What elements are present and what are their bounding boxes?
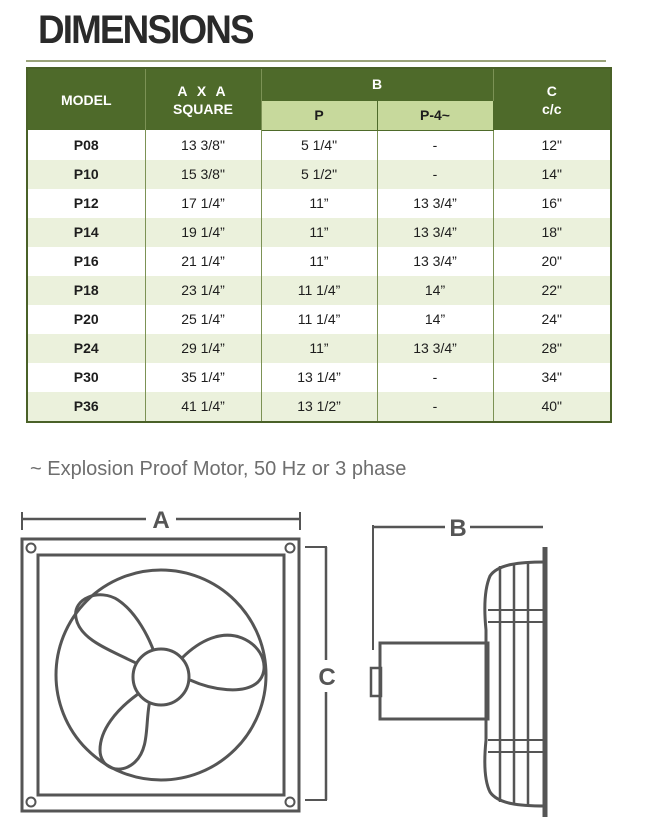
cell-c: 34" — [493, 363, 611, 392]
cell-axa: 19 1/4” — [145, 218, 261, 247]
table-row — [27, 218, 611, 247]
cell-b-p4: - — [377, 392, 493, 422]
cell-model: P24 — [27, 334, 145, 363]
header-c-line2: c/c — [542, 100, 562, 117]
table-row — [27, 130, 611, 160]
cell-model: P12 — [27, 189, 145, 218]
cell-b-p: 11” — [261, 189, 377, 218]
table-row — [27, 305, 611, 334]
cell-b-p4: 13 3/4” — [377, 218, 493, 247]
header-axa — [145, 68, 261, 130]
cell-b-p4: 13 3/4” — [377, 189, 493, 218]
table-row — [27, 160, 611, 189]
cell-c: 24" — [493, 305, 611, 334]
table-row — [27, 334, 611, 363]
cell-model: P10 — [27, 160, 145, 189]
cell-axa: 29 1/4” — [145, 334, 261, 363]
table-row — [27, 247, 611, 276]
cell-c: 22" — [493, 276, 611, 305]
cell-c: 40" — [493, 392, 611, 422]
header-axa-line2: SQUARE — [173, 100, 233, 117]
cell-c: 28" — [493, 334, 611, 363]
dimensions-table — [26, 67, 612, 423]
table-row — [27, 392, 611, 422]
cell-model: P36 — [27, 392, 145, 422]
cell-b-p4: 14” — [377, 276, 493, 305]
side-view — [371, 525, 545, 817]
cell-b-p4: - — [377, 130, 493, 160]
cell-b-p: 13 1/4” — [261, 363, 377, 392]
cell-b-p: 11 1/4” — [261, 276, 377, 305]
cell-c: 20" — [493, 247, 611, 276]
cell-axa: 41 1/4” — [145, 392, 261, 422]
cell-b-p: 13 1/2” — [261, 392, 377, 422]
cell-b-p: 5 1/2" — [261, 160, 377, 189]
cell-axa: 23 1/4” — [145, 276, 261, 305]
footnote: ~ Explosion Proof Motor, 50 Hz or 3 phase — [30, 458, 407, 480]
cell-axa: 15 3/8" — [145, 160, 261, 189]
front-view — [22, 512, 327, 811]
cell-b-p4: - — [377, 363, 493, 392]
header-b: B — [261, 68, 493, 100]
table-row — [27, 276, 611, 305]
table-row — [27, 189, 611, 218]
cell-model: P14 — [27, 218, 145, 247]
dimension-label-a: A — [152, 507, 170, 534]
cell-model: P18 — [27, 276, 145, 305]
cell-b-p4: - — [377, 160, 493, 189]
cell-axa: 17 1/4” — [145, 189, 261, 218]
cell-b-p: 5 1/4" — [261, 130, 377, 160]
cell-axa: 21 1/4” — [145, 247, 261, 276]
table-row — [27, 363, 611, 392]
header-b-p: P — [261, 100, 377, 130]
cell-b-p: 11” — [261, 334, 377, 363]
cell-axa: 35 1/4” — [145, 363, 261, 392]
header-c — [493, 68, 611, 130]
dimension-label-b: B — [449, 515, 467, 542]
fan-dimension-drawing — [0, 500, 650, 833]
cell-b-p4: 14” — [377, 305, 493, 334]
cell-b-p4: 13 3/4” — [377, 334, 493, 363]
header-c-line1: C — [546, 82, 557, 99]
cell-b-p4: 13 3/4” — [377, 247, 493, 276]
page-title: DIMENSIONS — [38, 8, 253, 52]
header-axa-line1: A X A — [177, 82, 229, 99]
dimension-label-c: C — [318, 664, 336, 691]
header-b-p4: P-4~ — [377, 100, 493, 130]
table-body — [27, 130, 611, 422]
cell-c: 14" — [493, 160, 611, 189]
cell-axa: 25 1/4” — [145, 305, 261, 334]
cell-c: 18" — [493, 218, 611, 247]
cell-model: P30 — [27, 363, 145, 392]
cell-b-p: 11 1/4” — [261, 305, 377, 334]
title-divider — [26, 60, 606, 62]
cell-c: 12" — [493, 130, 611, 160]
cell-model: P16 — [27, 247, 145, 276]
cell-model: P08 — [27, 130, 145, 160]
cell-model: P20 — [27, 305, 145, 334]
cell-b-p: 11” — [261, 218, 377, 247]
header-model: MODEL — [27, 68, 145, 130]
cell-b-p: 11” — [261, 247, 377, 276]
cell-axa: 13 3/8" — [145, 130, 261, 160]
cell-c: 16" — [493, 189, 611, 218]
